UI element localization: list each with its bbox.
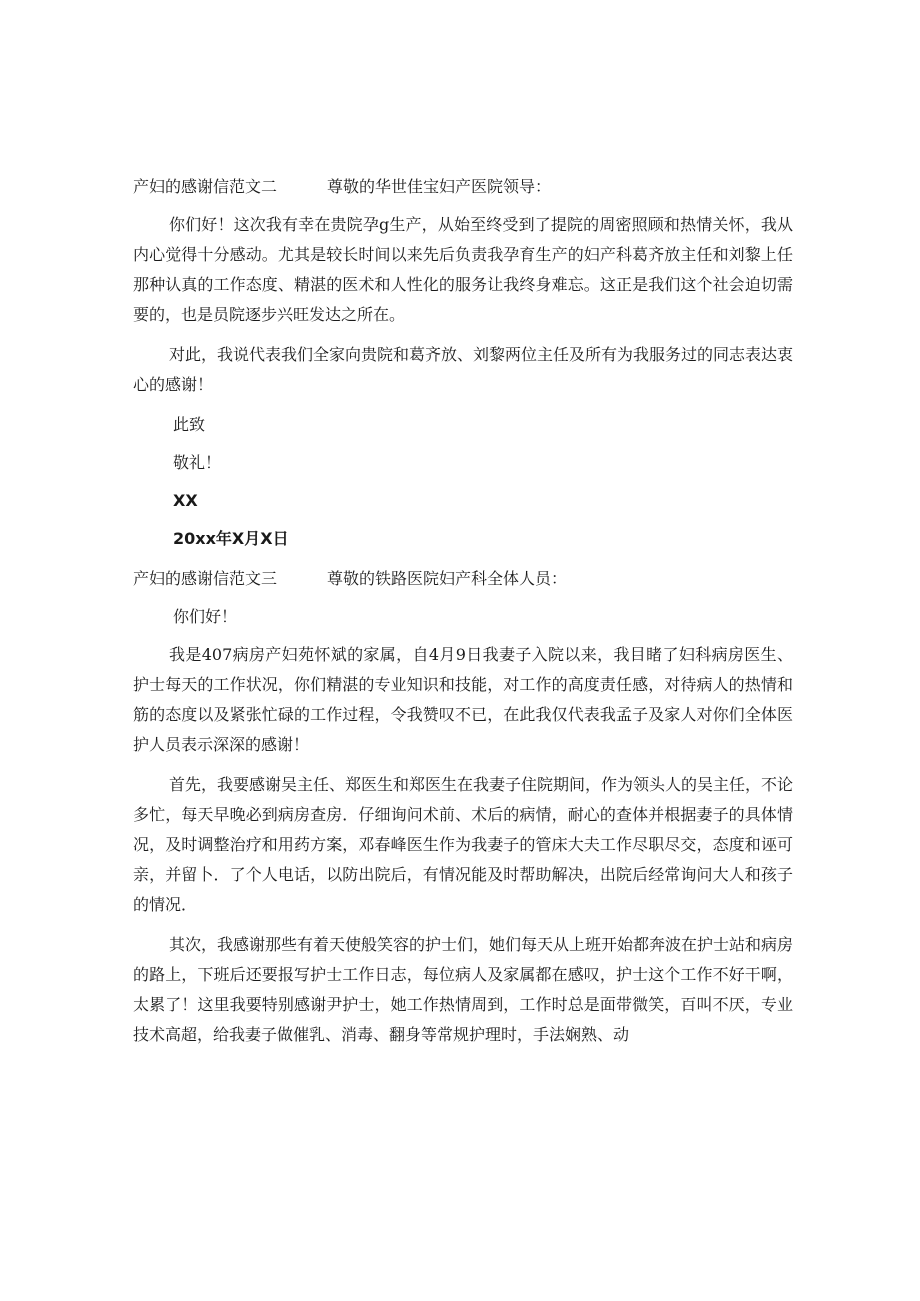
letter2-closing-1: 此致: [173, 415, 206, 434]
letter2-heading: [133, 172, 793, 202]
document-body: [133, 172, 793, 1050]
letter2-title: 产妇的感谢信范文二: [133, 177, 278, 196]
letter3-greeting: 你们好！: [173, 607, 238, 626]
letter3-heading: [133, 564, 793, 594]
letter3-title: 产妇的感谢信范文三: [133, 569, 278, 588]
letter3-paragraph-2: 首先，我要感谢吴主任、郑医生和郑医生在我妻子住院期间，作为领头人的吴主任，不论多忙，每天早晚必到病房查房．仔细询问术前、术后的病情，耐心的查体并根据妻子的具体情况，及时调整治疗和用药方案，邓春峰医生作为我妻子的管床大夫工作尽职尽交，态度和诬可亲，并留卜．了个人电话，以防出院后，有情况能及时帮助解决，出院后经常询问大人和孩子的情况．: [133, 775, 794, 914]
letter2-salutation: 尊敬的华世佳宝妇产医院领导：: [327, 177, 552, 196]
letter2-signature: XX: [173, 491, 198, 510]
letter3-paragraph-1: 我是407病房产妇苑怀斌的家属，自4月9日我妻子入院以来，我目睹了妇科病房医生、护士每天的工作状况，你们精湛的专业知识和技能，对工作的高度责任感，对待病人的热情和筋的态度以及紧张忙碌的工作过程，令我赞叹不已，在此我仅代表我孟子及家人对你们全体医护人员表示深深的感谢！: [133, 645, 793, 754]
letter3-salutation: 尊敬的铁路医院妇产科全体人员：: [327, 569, 568, 588]
letter2-closing-2: 敬礼！: [173, 453, 222, 472]
letter2-date: 20xx年X月X日: [173, 529, 289, 548]
letter2-paragraph-2: 对此，我说代表我们全家向贵院和葛齐放、刘黎两位主任及所有为我服务过的同志表达衷心的感谢！: [133, 345, 794, 394]
letter3-paragraph-3: 其次，我感谢那些有着天使般笑容的护士们，她们每天从上班开始都奔波在护士站和病房的路上，下班后还要报写护士工作日志，每位病人及家属都在感叹，护士这个工作不好干啊，太累了！这里我要特别感谢尹护士，她工作热情周到，工作时总是面带微笑，百叫不厌，专业技术高超，给我妻子做催乳、消毒、翻身等常规护理时，手法娴熟、动: [133, 935, 794, 1044]
letter2-paragraph-1: 你们好！这次我有幸在贵院孕g生产，从始至终受到了提院的周密照顾和热情关怀，我从内心觉得十分感动。尤其是较长时间以来先后负责我孕育生产的妇产科葛齐放主任和刘黎上任那种认真的工作态度、精湛的医术和人性化的服务让我终身难忘。这正是我们这个社会迫切需要的，也是员院逐步兴旺发达之所在。: [133, 215, 793, 324]
